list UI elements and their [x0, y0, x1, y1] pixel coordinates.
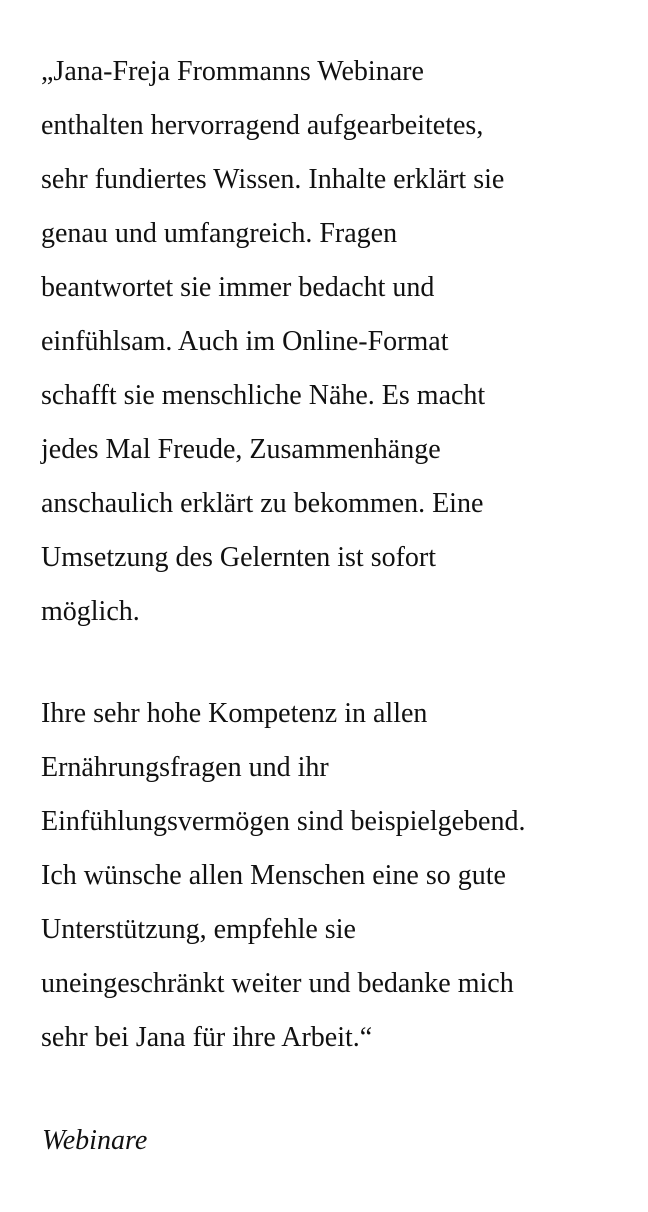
- quote-line: schafft sie menschliche Nähe. Es macht: [41, 380, 486, 411]
- quote-line: jedes Mal Freude, Zusammenhänge: [41, 434, 441, 465]
- quote-line: Umsetzung des Gelernten ist sofort: [41, 542, 437, 573]
- quote-line: möglich.: [41, 596, 140, 627]
- quote-line: anschaulich erklärt zu bekommen. Eine: [41, 488, 484, 519]
- testimonial-quote: [41, 45, 616, 1065]
- testimonial-attribution: Webinare: [42, 1125, 148, 1156]
- quote-line: einfühlsam. Auch im Online-Format: [41, 326, 449, 357]
- quote-line: Ernährungsfragen und ihr: [41, 752, 329, 783]
- quote-line: Unterstützung, empfehle sie: [41, 914, 356, 945]
- quote-line: sehr bei Jana für ihre Arbeit.“: [41, 1022, 373, 1053]
- quote-line: beantwortet sie immer bedacht und: [41, 272, 435, 303]
- quote-line: Ich wünsche allen Menschen eine so gute: [41, 860, 506, 891]
- quote-line: enthalten hervorragend aufgearbeitetes,: [41, 110, 484, 141]
- quote-paragraph-1: [41, 45, 616, 639]
- quote-line: genau und umfangreich. Fragen: [41, 218, 398, 249]
- quote-paragraph-2: [41, 687, 616, 1065]
- quote-line: sehr fundiertes Wissen. Inhalte erklärt sie: [41, 164, 505, 195]
- quote-line: uneingeschränkt weiter und bedanke mich: [41, 968, 514, 999]
- quote-line: „Jana-Freja Frommanns Webinare: [41, 56, 424, 87]
- quote-line: Einfühlungsvermögen sind beispielgebend.: [41, 806, 526, 837]
- quote-line: Ihre sehr hohe Kompetenz in allen: [41, 698, 428, 729]
- paragraph-spacer: [41, 639, 616, 687]
